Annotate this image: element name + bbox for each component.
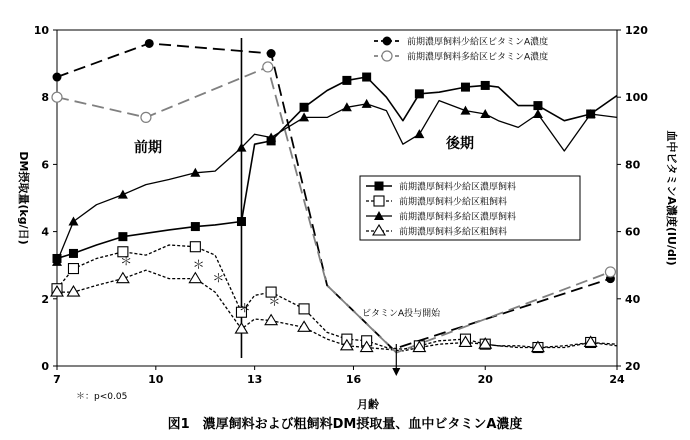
legend-label: 前期濃厚飼料少給区濃厚飼料 — [399, 182, 517, 193]
data-point-rough-high — [298, 321, 310, 331]
legend-marker-conc-low — [375, 182, 384, 191]
significance-asterisk: ＊ — [212, 271, 225, 285]
legend-label: 前期濃厚飼料多給区濃厚飼料 — [399, 212, 517, 223]
data-point-conc-low — [415, 89, 424, 98]
legend-label: 前期濃厚飼料多給区ビタミンA濃度 — [407, 52, 549, 63]
data-point-vitamin-low — [145, 39, 153, 47]
legend-label: 前期濃厚飼料少給区ビタミンA濃度 — [407, 37, 549, 48]
legend-marker-rough-low — [374, 196, 384, 206]
significance-asterisk: ＊ — [192, 257, 205, 272]
x-tick-label: 10 — [148, 373, 164, 386]
y2-tick-label: 120 — [625, 24, 648, 37]
data-point-rough-low — [68, 264, 78, 274]
data-point-vitamin-low — [267, 50, 275, 58]
period-label-late: 後期 — [446, 136, 474, 152]
y2-tick-label: 60 — [625, 225, 641, 239]
data-point-conc-high — [68, 217, 78, 226]
data-point-conc-high — [533, 109, 543, 118]
data-point-conc-low — [191, 222, 200, 231]
y2-tick-label: 100 — [625, 91, 648, 105]
data-point-conc-low — [69, 249, 78, 258]
data-point-vitamin-high — [263, 62, 273, 72]
legend-label: 前期濃厚飼料少給区粗飼料 — [399, 197, 508, 208]
data-point-conc-low — [461, 83, 470, 92]
data-point-rough-high — [189, 273, 201, 283]
y-axis-right — [617, 24, 648, 373]
period-label-early: 前期 — [134, 140, 162, 156]
legend-marker-vitamin-low — [383, 37, 391, 45]
data-point-vitamin-high — [605, 267, 615, 277]
x-tick-label: 7 — [53, 373, 61, 386]
x-tick-label: 20 — [477, 373, 493, 386]
annotation-vitamin-start: ビタミンA投与開始 — [362, 309, 441, 319]
significance-asterisk: ＊ — [238, 301, 251, 316]
data-point-vitamin-high — [52, 92, 62, 102]
x-tick-label: 24 — [609, 373, 625, 386]
data-point-conc-low — [237, 217, 246, 226]
significance-asterisk: ＊ — [268, 294, 281, 309]
data-point-vitamin-high — [141, 112, 151, 122]
significance-note: ＊：p<0.05 — [76, 392, 128, 402]
legend-label: 前期濃厚飼料多給区粗飼料 — [399, 227, 508, 238]
y-axis-title: DM摂取量(kg/日) — [17, 151, 30, 245]
significance-asterisk: ＊ — [120, 254, 133, 269]
x-tick-label: 13 — [246, 373, 263, 386]
y2-tick-label: 20 — [625, 360, 641, 373]
y-tick-label: 0 — [41, 360, 49, 373]
data-point-conc-low — [533, 101, 542, 110]
data-point-conc-high — [414, 129, 424, 138]
y-tick-label: 4 — [41, 225, 49, 239]
arrow-head — [392, 368, 400, 376]
y2-axis-title: 血中ビタミンA濃度(IU/dl) — [665, 130, 678, 266]
data-point-conc-low — [342, 76, 351, 85]
chart-title: 図1 濃厚飼料および粗飼料DM摂取量、血中ビタミンA濃度 — [167, 417, 523, 432]
legend-vitamin — [368, 33, 582, 63]
data-point-conc-low — [118, 232, 127, 241]
y-tick-label: 10 — [33, 24, 49, 37]
x-tick-label: 16 — [345, 373, 362, 386]
data-point-conc-low — [300, 103, 309, 112]
data-point-rough-low — [299, 304, 309, 314]
legend-marker-vitamin-high — [382, 51, 392, 61]
y2-tick-label: 80 — [625, 158, 641, 172]
data-point-rough-high — [235, 323, 247, 333]
data-point-conc-high — [118, 190, 128, 199]
data-point-conc-low — [362, 73, 371, 82]
series-line-rough-low — [57, 245, 617, 349]
data-point-conc-low — [481, 81, 490, 90]
series-line-rough-high — [57, 270, 617, 351]
data-point-rough-low — [190, 242, 200, 252]
data-point-conc-high — [460, 106, 470, 115]
x-axis-title: 月齢 — [357, 398, 379, 411]
y-tick-label: 2 — [41, 292, 49, 306]
y2-tick-label: 40 — [625, 292, 641, 306]
data-point-conc-high — [362, 99, 372, 108]
data-point-vitamin-low — [53, 73, 61, 81]
significance-marks — [120, 254, 280, 315]
y-tick-label: 8 — [41, 91, 49, 105]
legend-intake — [360, 176, 580, 240]
y-tick-label: 6 — [41, 158, 49, 172]
x-axis — [53, 366, 625, 386]
